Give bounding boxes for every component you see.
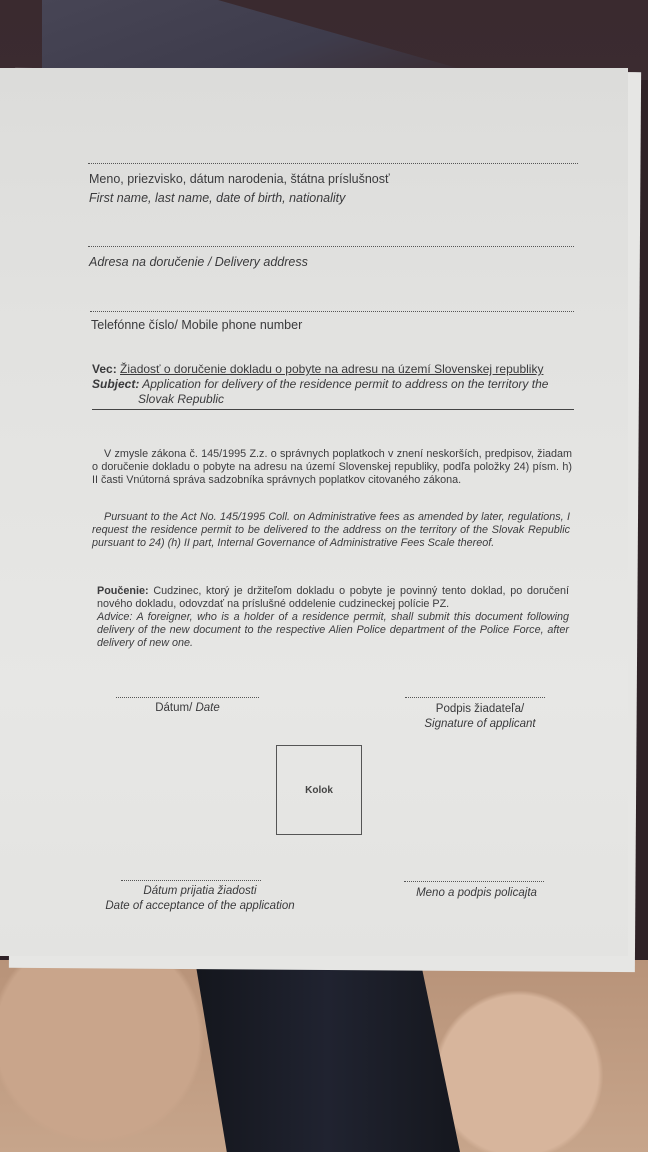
advice-en-text: A foreigner, who is a holder of a residence permit, shall submit this document following delivery of the new document to the respective Alien Police department of the Police Force, after delivery of new one. — [97, 611, 569, 649]
acceptance-date-line[interactable] — [121, 880, 261, 881]
advice-sk-label: Poučenie: — [97, 585, 149, 597]
subject-en-text-line2: Slovak Republic — [138, 392, 225, 406]
subject-en-label: Subject: — [92, 377, 140, 391]
body-en-text: Pursuant to the Act No. 145/1995 Coll. on Administrative fees as amended by later, regulations, I request the residence permit to be delivered to the address on the territory of the Slovak Republic pursuant to 24) (h) II part, Internal Governance of Administrative Fees Scale thereof. — [92, 511, 570, 549]
signature-line[interactable] — [405, 697, 545, 698]
address-field-label: Adresa na doručenie / Delivery address — [89, 255, 308, 269]
signature-label-sk: Podpis žiadateľa/ — [435, 703, 525, 715]
body-paragraph-sk — [92, 448, 572, 487]
stamp-label: Kolok — [305, 784, 333, 796]
date-label-en: Date — [195, 702, 220, 714]
stamp-box[interactable] — [276, 745, 362, 835]
name-field-label-sk: Meno, priezvisko, dátum narodenia, štátna príslušnosť — [89, 172, 390, 186]
date-line[interactable] — [116, 697, 259, 698]
background-leg — [195, 960, 460, 1152]
phone-field-line[interactable] — [90, 311, 574, 312]
application-form-sheet — [0, 68, 628, 956]
advice-paragraph-sk — [97, 585, 569, 611]
advice-paragraph-en — [97, 611, 569, 650]
body-sk-text: V zmysle zákona č. 145/1995 Z.z. o správnych poplatkoch v znení neskorších, predpisov, žiadam o doručenie dokladu o pobyte na adresu na území Slovenskej republiky, podľa položky 24) písm. h) II časti Vnútorná správa sadzobníka správnych poplatkov citovaného zákona. — [92, 448, 572, 486]
advice-en-label: Advice: — [97, 611, 133, 623]
name-field-label-en: First name, last name, date of birth, nationality — [89, 191, 346, 205]
subject-en-text-line1: Application for delivery of the residence permit to address on the territory the — [142, 377, 549, 391]
officer-signature-label: Meno a podpis policajta — [416, 887, 537, 899]
subject-sk-text: Žiadosť o doručenie dokladu o pobyte na adresu na území Slovenskej republiky — [120, 362, 544, 376]
signature-label-en: Signature of applicant — [424, 718, 536, 730]
body-paragraph-en — [92, 511, 570, 550]
acceptance-date-label-en: Date of acceptance of the application — [105, 900, 295, 912]
subject-sk — [92, 362, 543, 377]
subject-en — [92, 377, 548, 392]
name-field-line[interactable] — [88, 163, 578, 164]
date-label — [116, 701, 259, 716]
officer-signature-line[interactable] — [404, 881, 544, 882]
acceptance-date-label-sk: Dátum prijatia žiadosti — [143, 885, 257, 897]
subject-sk-label: Vec: — [92, 362, 117, 376]
phone-field-label: Telefónne číslo/ Mobile phone number — [91, 318, 303, 332]
advice-sk-text: Cudzinec, ktorý je držiteľom dokladu o pobyte je povinný tento doklad, po doručení nového dokladu, odovzdať na príslušné oddelenie cudzineckej polície PZ. — [97, 585, 569, 610]
date-label-sk: Dátum/ — [155, 702, 193, 714]
address-field-line[interactable] — [88, 246, 574, 247]
subject-underline — [92, 409, 574, 410]
